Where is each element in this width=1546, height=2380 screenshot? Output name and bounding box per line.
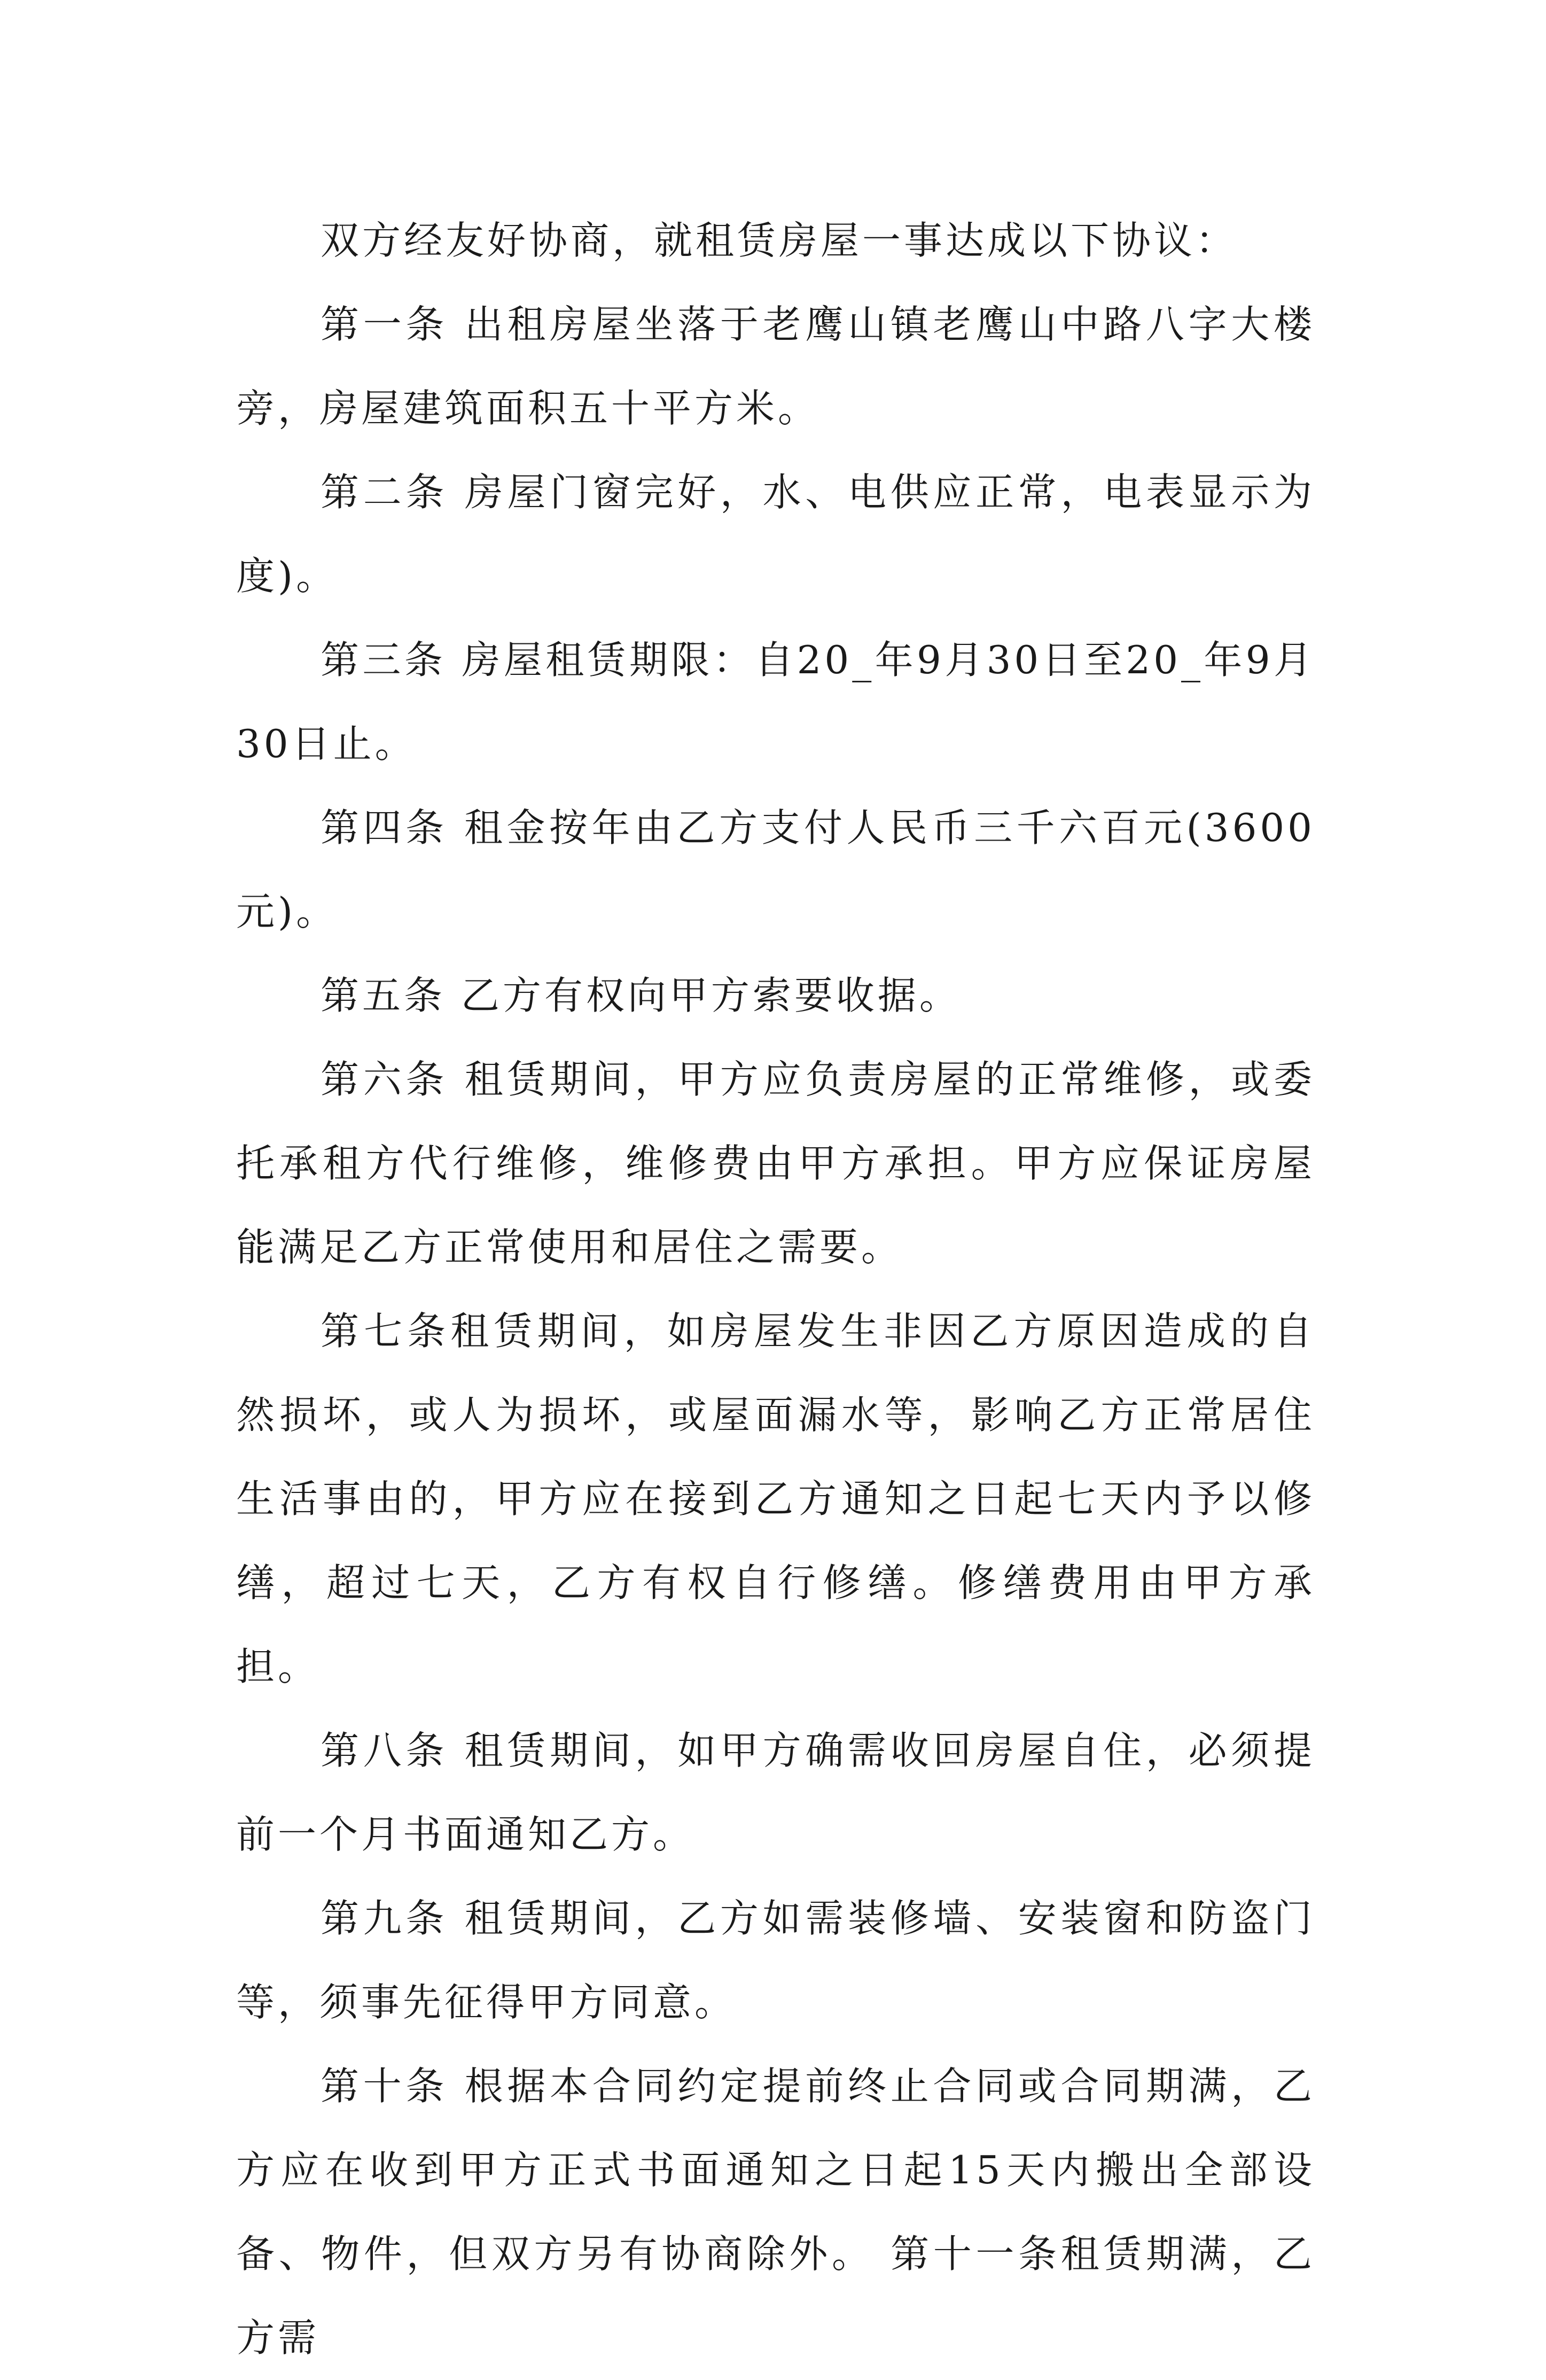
paragraph-article-10: 第十条 根据本合同约定提前终止合同或合同期满，乙方应在收到甲方正式书面通知之日起15天内搬出全部设备、物件，但双方另有协商除外。 第十一条租赁期满，乙方需: [236, 2064, 1315, 2360]
paragraph-article-3: 第三条 房屋租赁期限：自20_年9月30日至20_年9月30日止。: [236, 637, 1315, 766]
contract-body: [236, 199, 1315, 2380]
paragraph-article-4: 第四条 租金按年由乙方支付人民币三千六百元(3600元)。: [236, 805, 1315, 934]
paragraph-article-6: 第六条 租赁期间，甲方应负责房屋的正常维修，或委托承租方代行维修，维修费由甲方承担。甲方应保证房屋能满足乙方正常使用和居住之需要。: [236, 1057, 1315, 1270]
paragraph-article-2: 第二条 房屋门窗完好，水、电供应正常，电表显示为度)。: [236, 470, 1315, 598]
paragraph-article-9: 第九条 租赁期间，乙方如需装修墙、安装窗和防盗门等，须事先征得甲方同意。: [236, 1896, 1315, 2025]
paragraph-article-7: 第七条租赁期间，如房屋发生非因乙方原因造成的自然损坏，或人为损坏，或屋面漏水等，影响乙方正常居住生活事由的，甲方应在接到乙方通知之日起七天内予以修缮，超过七天，乙方有权自行修缮。修缮费用由甲方承担。: [236, 1309, 1315, 1689]
paragraph-article-8: 第八条 租赁期间，如甲方确需收回房屋自住，必须提前一个月书面通知乙方。: [236, 1728, 1315, 1857]
paragraph-article-1: 第一条 出租房屋坐落于老鹰山镇老鹰山中路八字大楼旁，房屋建筑面积五十平方米。: [236, 302, 1315, 431]
paragraph-intro: 双方经友好协商，就租赁房屋一事达成以下协议：: [321, 218, 1238, 263]
paragraph-article-5: 第五条 乙方有权向甲方索要收据。: [321, 973, 961, 1018]
